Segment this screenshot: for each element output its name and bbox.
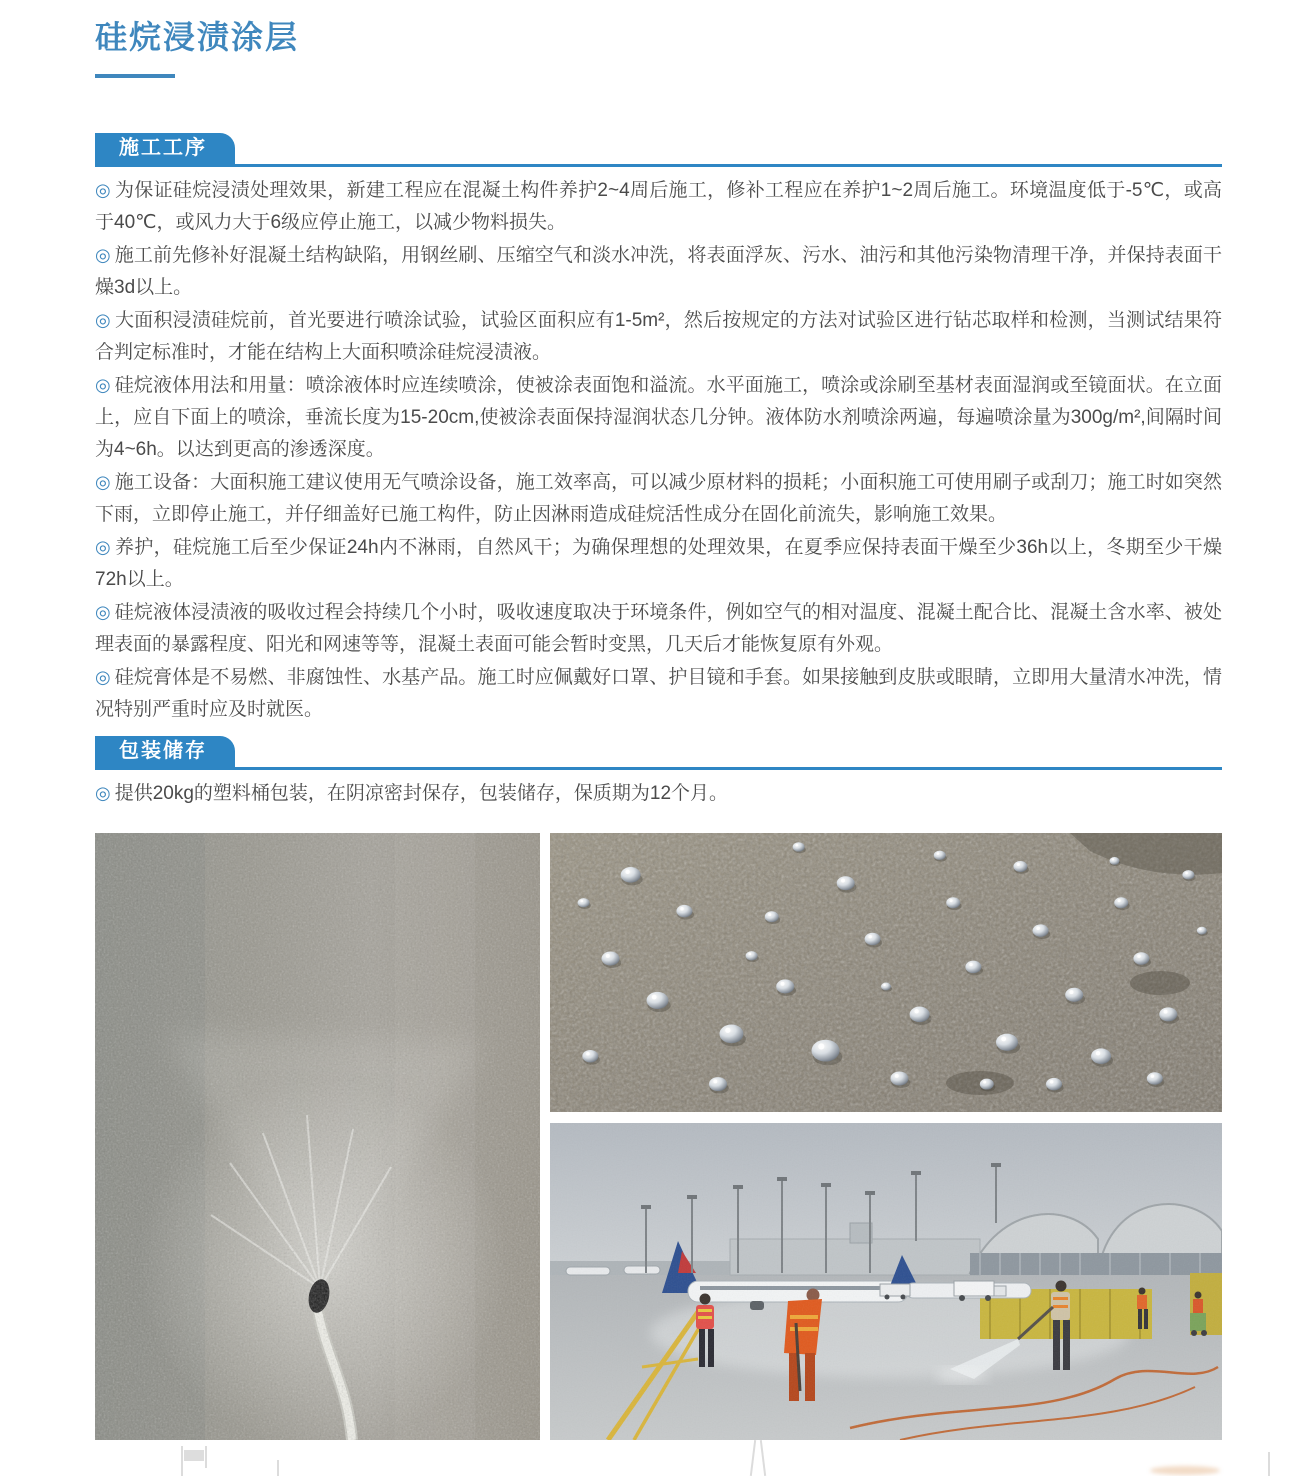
photo-spray-application	[95, 833, 540, 1440]
bullet-item: ◎ 大面积浸渍硅烷前，首光要进行喷涂试验，试验区面积应有1-5m²，然后按规定的方法对试验区进行钻芯取样和检测，当测试结果符合判定标准时，才能在结构上大面积喷涂硅烷浸渍液。	[95, 310, 1222, 363]
watermark-fragment	[1268, 1452, 1270, 1476]
bullet-item: ◎ 硅烷液体用法和用量：喷涂液体时应连续喷涂，使被涂表面饱和溢流。水平面施工，喷涂或涂刷至基材表面湿润或至镜面状。在立面上，应自下面上的喷涂，垂流长度为15-20cm,使被涂表面保持湿润状态几分钟。液体防水剂喷涂两遍，每遍喷涂量为300g/m²,间隔时间为4~6h。以达到更高的渗透深度。	[95, 375, 1222, 460]
bullet-list	[95, 174, 1222, 726]
section-construction-procedure	[95, 133, 1222, 726]
watermark-fragment	[184, 1450, 204, 1461]
watermark-fragment	[760, 1440, 766, 1476]
bullet-icon: ◎	[95, 537, 112, 557]
bullet-icon: ◎	[95, 667, 111, 687]
watermark-fragment	[181, 1446, 183, 1476]
photo-airport-spraying	[550, 1123, 1222, 1440]
watermark-fragment	[1150, 1466, 1220, 1475]
page-title: 硅烷浸渍涂层	[95, 19, 300, 55]
section-heading-badge: 施工工序	[95, 133, 235, 164]
bullet-item: ◎ 养护，硅烷施工后至少保证24h内不淋雨，自然风干；为确保理想的处理效果，在夏季应保持表面干燥至少36h以上，冬期至少干燥72h以上。	[95, 537, 1222, 590]
photo-grid	[95, 833, 1222, 1440]
watermark-fragment	[750, 1440, 756, 1476]
section-divider	[95, 767, 1222, 770]
photo-column-right	[550, 833, 1222, 1440]
title-underline	[95, 74, 175, 78]
bullet-item: ◎ 提供20kg的塑料桶包装，在阴凉密封保存，包装储存，保质期为12个月。	[95, 783, 729, 804]
watermark-fragment	[205, 1446, 207, 1468]
bullet-icon: ◎	[95, 310, 111, 330]
bullet-icon: ◎	[95, 472, 111, 492]
bullet-item: ◎ 硅烷液体浸渍液的吸收过程会持续几个小时，吸收速度取决于环境条件，例如空气的相对温度、混凝土配合比、混凝土含水率、被处理表面的暴露程度、阳光和网速等等，混凝土表面可能会暂时变黑，几天后才能恢复原有外观。	[95, 602, 1222, 655]
section-packaging-storage	[95, 736, 1222, 810]
bullet-icon: ◎	[95, 375, 111, 395]
photo-water-beads-closeup	[550, 833, 1222, 1112]
bullet-item: ◎ 硅烷膏体是不易燃、非腐蚀性、水基产品。施工时应佩戴好口罩、护目镜和手套。如果接触到皮肤或眼睛，立即用大量清水冲洗，情况特别严重时应及时就医。	[95, 667, 1222, 720]
bullet-icon: ◎	[95, 783, 111, 803]
bullet-icon: ◎	[95, 602, 111, 622]
bullet-icon: ◎	[95, 245, 111, 265]
bullet-item: ◎ 施工设备：大面积施工建议使用无气喷涂设备，施工效率高，可以减少原材料的损耗；小面积施工可使用刷子或刮刀；施工时如突然下雨，立即停止施工，并仔细盖好已施工构件，防止因淋雨造成硅烷活性成分在固化前流失，影响施工效果。	[95, 472, 1222, 525]
section-heading-badge: 包装储存	[95, 736, 235, 767]
bullet-list	[95, 777, 1222, 810]
bullet-item: ◎ 施工前先修补好混凝土结构缺陷，用钢丝刷、压缩空气和淡水冲洗，将表面浮灰、污水、油污和其他污染物清理干净，并保持表面干燥3d以上。	[95, 245, 1222, 298]
section-divider	[95, 164, 1222, 167]
watermark-fragment	[277, 1460, 279, 1476]
bullet-item: ◎ 为保证硅烷浸渍处理效果，新建工程应在混凝土构件养护2~4周后施工，修补工程应在养护1~2周后施工。环境温度低于-5℃，或高于40℃，或风力大于6级应停止施工，以减少物料损失。	[95, 180, 1222, 233]
bullet-icon: ◎	[95, 180, 112, 200]
